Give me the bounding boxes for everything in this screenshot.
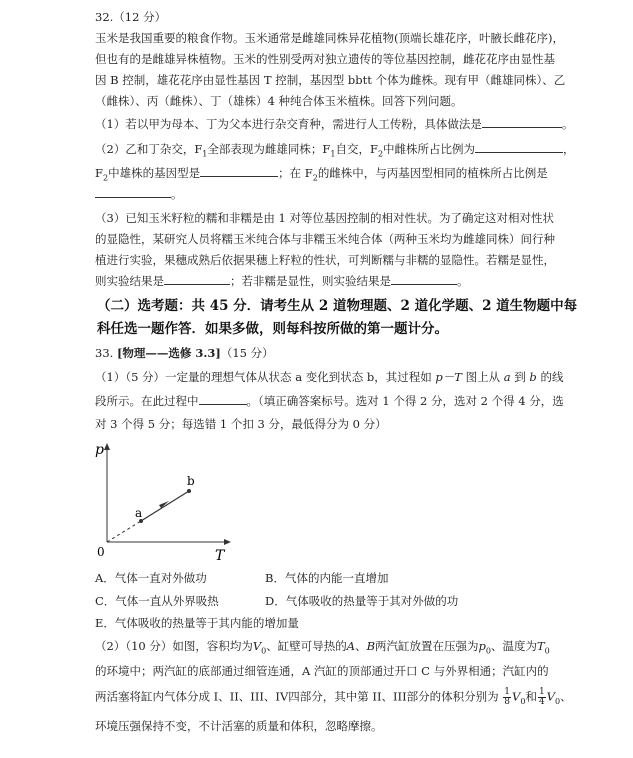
q33-text: 和	[525, 689, 537, 704]
math-A: A	[346, 639, 356, 653]
math-V: V	[512, 689, 521, 704]
punct: ，	[563, 142, 575, 156]
q32-sub2-text: 的雌株中，与丙基因型相同的植株所占比例是	[317, 166, 548, 180]
q33-text: 。（填正确答案标号。选对 1 个得 2 分，选对 2 个得 4 分，选	[246, 394, 564, 408]
option-e: E．气体吸收的热量等于其内能的增加量	[95, 616, 299, 630]
q33-text: 到	[514, 370, 526, 384]
q33-part1-line3: 对 3 个得 5 分；每选错 1 个扣 3 分，最低得分为 0 分）	[95, 417, 387, 431]
q33-header	[95, 345, 274, 361]
q32-para-line: （雌株）、丙（雌株）、丁（雄株）4 种纯合体玉米植株。回答下列问题。	[95, 94, 463, 108]
q32-para-line: 玉米是我国重要的粮食作物。玉米通常是雌雄同株异花植物(顶端长雄花序，叶腋长雌花序)，	[95, 31, 564, 45]
math-T: T	[537, 639, 545, 653]
q32-sub2-text: （2）乙和丁杂交，F	[95, 142, 203, 156]
q32-sub3-text: ；若非糯是显性，则实验结果是	[230, 274, 391, 288]
q33-text: 两活塞将缸内气体分成 I、II、III、IV四部分，其中第 II、III部分的体积分别为	[95, 689, 499, 704]
q32-sub3-line	[95, 273, 469, 289]
fraction-numerator: 1	[538, 687, 545, 697]
q33-number: 33.	[95, 346, 114, 360]
q33-part2-line1	[95, 638, 550, 659]
y-axis-label: p	[95, 442, 104, 458]
subscript: 2	[377, 149, 384, 159]
subscript: 0	[554, 696, 561, 706]
q33-text: 、温度为	[491, 639, 537, 653]
answer-blank[interactable]	[475, 141, 563, 153]
q32-sub2-text: F	[95, 166, 103, 180]
point-a-label: a	[135, 506, 143, 520]
process-line-ab	[141, 491, 189, 521]
q32-sub3-line: 的显隐性，某研究人员将糯玉米纯合体与非糯玉米纯合体（两种玉米均为雌雄同株）间行种	[95, 232, 555, 246]
q32-para-line: 因 B 控制，雄花花序由显性基因 T 控制，基因型 bbtt 个体为雌株。现有甲（雌雄同株）、乙	[95, 73, 566, 87]
section-heading-line2: 科任选一题作答．如果多做，则每科按所做的第一题计分。	[97, 321, 448, 337]
q33-part1-line1	[95, 369, 563, 385]
answer-blank[interactable]	[482, 116, 562, 128]
q32-sub2-line3	[95, 186, 183, 202]
math-pT: p－T	[435, 370, 462, 384]
q33-text: 两汽缸放置在压强为	[375, 639, 479, 653]
math-B: B	[366, 639, 376, 653]
subscript: 0	[544, 646, 550, 656]
subscript: 1	[330, 149, 336, 159]
math-V: V	[546, 689, 555, 704]
q32-sub2-line1	[95, 141, 575, 162]
q33-text: 图上从	[465, 370, 501, 384]
point-b-label: b	[187, 474, 195, 488]
q33-text: 段所示。在此过程中	[95, 394, 199, 408]
q33-text: 的线	[540, 370, 564, 384]
q32-sub2-text: ；在 F	[278, 166, 313, 180]
dashed-extension	[107, 521, 141, 542]
q32-sub2-text: 中雄株的基因型是	[108, 166, 201, 180]
math-V: V	[252, 639, 262, 653]
x-axis-label: T	[215, 548, 225, 564]
q33-text: （1）（5 分）一定量的理想气体从状态 a 变化到状态 b，其过程如	[95, 370, 432, 384]
q33-part2-line2: 的环境中；两汽缸的底部通过细管连通，A 汽缸的顶部通过开口 C 与外界相通；汽缸内的	[95, 664, 549, 678]
answer-blank[interactable]	[95, 186, 171, 198]
answer-blank[interactable]	[200, 165, 278, 177]
fraction-denominator: 4	[538, 697, 545, 707]
q32-sub2-text: 中雌株所占比例为	[383, 142, 476, 156]
q33-text: 、缸壁可导热的	[266, 639, 347, 653]
option-a: A．气体一直对外做功	[95, 571, 207, 585]
option-c: C．气体一直从外界吸热	[95, 594, 219, 608]
q32-sub3-line: （3）已知玉米籽粒的糯和非糯是由 1 对等位基因控制的相对性状。为了确定这对相对性状	[95, 211, 554, 225]
math-a: a	[503, 370, 511, 384]
option-b: B．气体的内能一直增加	[265, 571, 389, 585]
punct: 。	[171, 187, 183, 201]
p-T-graph	[85, 438, 245, 564]
subscript: 0	[261, 646, 267, 656]
q33-points: （15 分）	[220, 346, 274, 360]
q33-topic: [物理——选修 3.3]	[116, 346, 221, 360]
q33-part1-line2	[95, 393, 564, 409]
math-p: p	[478, 639, 486, 653]
q33-part2-line3	[95, 688, 572, 710]
q32-header: 32.（12 分）	[95, 10, 167, 24]
subscript: 2	[312, 173, 318, 183]
fraction-one-eighth	[503, 688, 511, 707]
section-heading-line1: （二）选考题：共 45 分．请考生从 2 道物理题、2 道化学题、2 道生物题中每	[97, 298, 578, 314]
q32-sub1-text: （1）若以甲为母本、丁为父本进行杂交育种，需进行人工传粉，具体做法是	[95, 117, 482, 131]
point-b-dot	[187, 489, 191, 493]
answer-blank[interactable]	[164, 273, 230, 285]
q33-text: （2）（10 分）如图，容积均为	[95, 639, 253, 653]
punct: 。	[561, 117, 574, 131]
subscript: 0	[485, 646, 491, 656]
q32-sub3-line: 植进行实验，果穗成熟后依据果穗上籽粒的性状，可判断糯与非糯的显隐性。若糯是显性，	[95, 253, 555, 267]
math-b: b	[529, 370, 537, 384]
q33-text: 、	[560, 689, 572, 704]
fraction-one-quarter	[538, 688, 546, 707]
fraction-denominator: 8	[504, 697, 511, 707]
answer-blank[interactable]	[391, 273, 457, 285]
punct: 。	[457, 274, 469, 288]
answer-blank[interactable]	[199, 393, 247, 405]
q32-sub2-text: 自交，F	[335, 142, 378, 156]
q32-sub2-line2	[95, 165, 548, 186]
q32-para-line: 但也有的是雌雄异株植物。玉米的性别受两对独立遗传的等位基因控制，雌花花序由显性基	[95, 52, 555, 66]
q32-sub1	[95, 116, 573, 132]
origin-label: 0	[97, 545, 105, 559]
q32-sub2-text: 全部表现为雌雄同株；F	[207, 142, 331, 156]
q32-sub3-text: 则实验结果是	[95, 274, 164, 288]
q33-text: 、	[355, 639, 367, 653]
fraction-numerator: 1	[504, 687, 511, 697]
q33-part2-line4: 环境压强保持不变，不计活塞的质量和体积，忽略摩擦。	[95, 719, 383, 733]
subscript: 2	[102, 173, 109, 183]
subscript: 0	[520, 696, 526, 706]
option-d: D．气体吸收的热量等于其对外做的功	[265, 594, 459, 608]
subscript: 1	[202, 149, 208, 159]
